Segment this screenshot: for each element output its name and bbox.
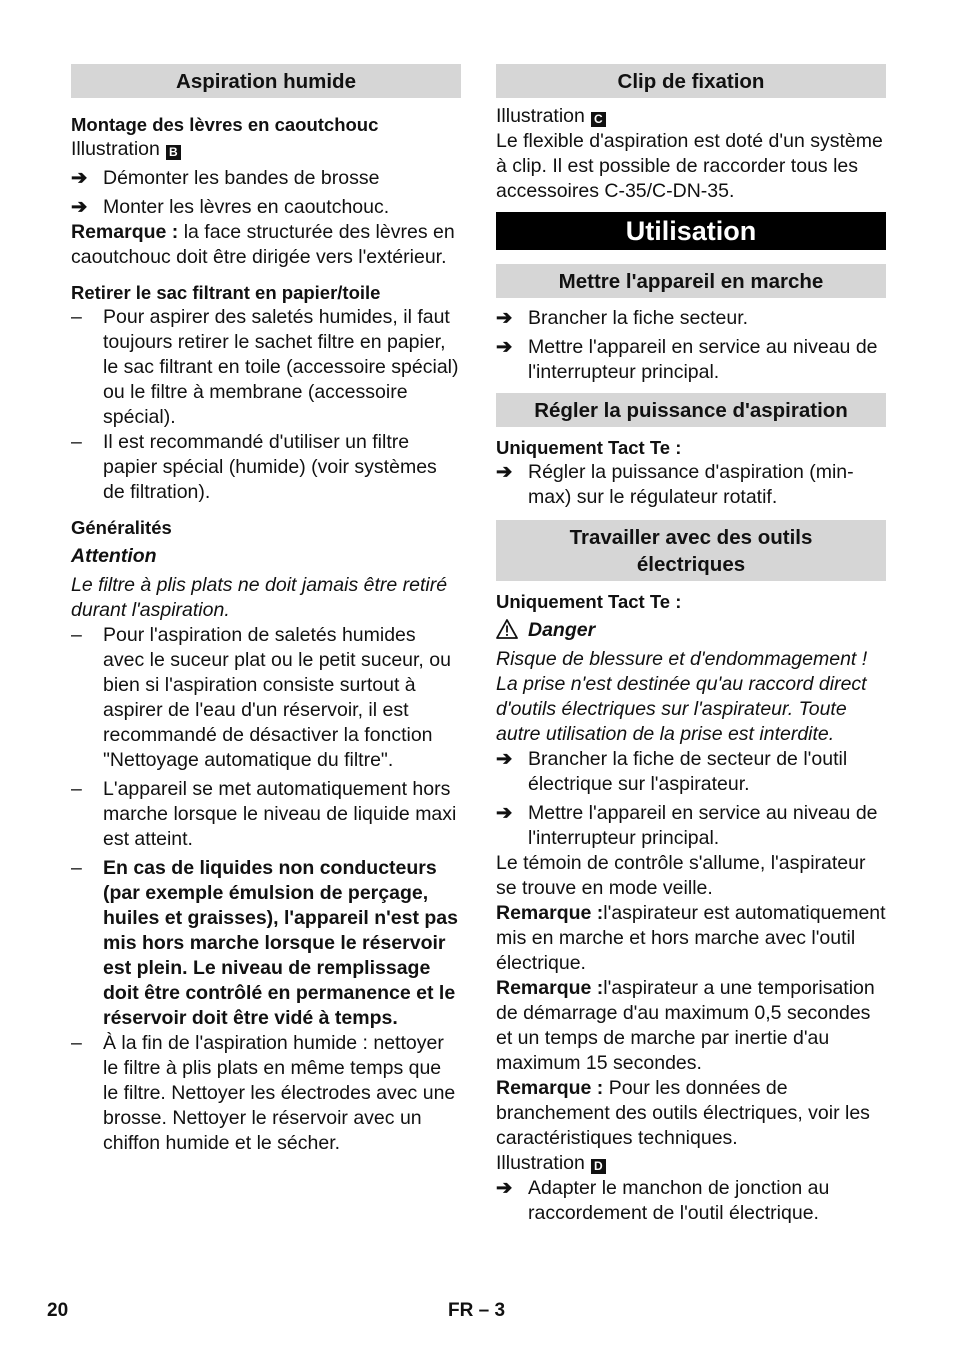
section-title-start: Mettre l'appareil en marche (496, 264, 886, 298)
note-label: Remarque : (496, 1077, 604, 1099)
illustration-label: Illustration (496, 105, 585, 127)
list-text: Pour aspirer des saletés humides, il faut toujours retirer le sachet filtre en papier, le sac filtrant en toile (accessoire spécial) ou le filtre à membrane (accessoire spécial). (103, 306, 459, 428)
chapter-title-utilisation: Utilisation (496, 212, 886, 250)
note-paragraph (496, 976, 886, 1076)
note-text: l'aspirateur est automatiquement mis en marche et hors marche avec l'outil électrique. (496, 902, 886, 974)
arrow-icon: ➔ (496, 802, 513, 824)
danger-label: Danger (528, 619, 596, 641)
danger-text: Risque de blessure et d'endommagement ! La prise n'est destinée qu'au raccord direct d'outils électriques sur l'aspirateur. Toute autre utilisation de la prise est interdite. (496, 648, 868, 745)
note-paragraph (71, 220, 461, 270)
dash-bullet: – (71, 431, 82, 453)
step-item (496, 1176, 886, 1226)
dash-bullet: – (71, 857, 82, 879)
status-text: Le témoin de contrôle s'allume, l'aspirateur se trouve en mode veille. (496, 852, 866, 899)
dash-bullet: – (71, 778, 82, 800)
warning-triangle-icon (496, 619, 518, 639)
dash-bullet: – (71, 1032, 82, 1054)
illustration-ref-d (496, 1151, 886, 1176)
step-item (71, 166, 461, 191)
language-page-label: FR – 3 (448, 1300, 506, 1321)
section-title-line: électriques (636, 553, 746, 576)
illustration-ref-c (496, 104, 886, 129)
step-text: Mettre l'appareil en service au niveau de l'interrupteur principal. (528, 802, 878, 849)
step-item (496, 801, 886, 851)
note-text: la face structurée des lèvres en caoutchouc doit être dirigée vers l'extérieur. (71, 221, 455, 268)
section-title-clip: Clip de fixation (496, 64, 886, 98)
arrow-icon: ➔ (496, 307, 513, 329)
step-item (496, 460, 886, 510)
dash-bullet: – (71, 624, 82, 646)
left-column (71, 64, 461, 1156)
arrow-icon: ➔ (71, 196, 88, 218)
danger-heading (496, 618, 886, 643)
section-title-line: Travailler avec des outils (569, 526, 813, 549)
illustration-b-icon: B (166, 145, 181, 160)
clip-text: Le flexible d'aspiration est doté d'un système à clip. Il est possible de raccorder tous les accessoires C-35/C-DN-35. (496, 130, 883, 202)
section-title-power: Régler la puissance d'aspiration (496, 393, 886, 427)
list-item (71, 856, 461, 1031)
list-item (71, 430, 461, 505)
note-paragraph (496, 1076, 886, 1151)
subheading-tact-te: Uniquement Tact Te : (496, 437, 682, 458)
step-text: Monter les lèvres en caoutchouc. (103, 196, 390, 218)
subheading-tact-te: Uniquement Tact Te : (496, 591, 682, 612)
arrow-icon: ➔ (496, 336, 513, 358)
list-text: À la fin de l'aspiration humide : nettoyer le filtre à plis plats en même temps que le filtre. Nettoyer les électrodes avec une brosse. Nettoyer le réservoir avec un chiffon humide et le sécher. (103, 1032, 456, 1154)
step-item (496, 306, 886, 331)
attention-label: Attention (71, 545, 157, 567)
list-text: L'appareil se met automatiquement hors marche lorsque le niveau de liquide maxi est atteint. (103, 778, 457, 850)
step-text: Brancher la fiche secteur. (528, 307, 749, 329)
illustration-ref-b (71, 137, 461, 162)
right-column (496, 64, 886, 1226)
heading-general: Généralités (71, 517, 172, 538)
note-label: Remarque : (496, 977, 604, 999)
step-item (496, 335, 886, 385)
section-title-power-tools (496, 520, 886, 581)
page-number: 20 (47, 1300, 69, 1321)
note-label: Remarque : (496, 902, 604, 924)
list-item (71, 777, 461, 852)
arrow-icon: ➔ (496, 461, 513, 483)
list-item (71, 623, 461, 773)
list-item (71, 305, 461, 430)
illustration-d-icon: D (591, 1159, 606, 1174)
list-text-bold: En cas de liquides non conducteurs (par exemple émulsion de perçage, huiles et graisses), l'appareil n'est pas mis hors marche lorsque le réservoir est plein. Le niveau de remplissage doit être contrôlé en permanence et le réservoir doit être vidé à temps. (103, 857, 458, 1029)
note-text: l'aspirateur a une temporisation de démarrage d'au maximum 0,5 secondes et un temps de marche par inertie d'au maximum 15 secondes. (496, 977, 875, 1074)
list-text: Pour l'aspiration de saletés humides avec le suceur plat ou le petit suceur, ou bien si l'aspiration consiste surtout à aspirer de l'eau d'un réservoir, il est recommandé de désactiver la fonction "Nettoyage automatique du filtre". (103, 624, 451, 771)
section-title-wet-vacuuming: Aspiration humide (71, 64, 461, 98)
step-text: Brancher la fiche de secteur de l'outil électrique sur l'aspirateur. (528, 748, 848, 795)
illustration-label: Illustration (496, 1152, 585, 1174)
step-item (496, 747, 886, 797)
illustration-label: Illustration (71, 138, 160, 160)
heading-mount-rubber-lips: Montage des lèvres en caoutchouc (71, 114, 379, 135)
step-item (71, 195, 461, 220)
step-text: Mettre l'appareil en service au niveau de l'interrupteur principal. (528, 336, 878, 383)
list-item (71, 1031, 461, 1156)
illustration-c-icon: C (591, 112, 606, 127)
list-text: Il est recommandé d'utiliser un filtre papier spécial (humide) (voir systèmes de filtration). (103, 431, 437, 503)
step-text: Adapter le manchon de jonction au raccordement de l'outil électrique. (528, 1177, 830, 1224)
arrow-icon: ➔ (71, 167, 88, 189)
attention-text: Le filtre à plis plats ne doit jamais être retiré durant l'aspiration. (71, 574, 448, 621)
note-paragraph (496, 901, 886, 976)
note-text: Pour les données de branchement des outils électriques, voir les caractéristiques techniques. (496, 1077, 870, 1149)
step-text: Démonter les bandes de brosse (103, 167, 380, 189)
step-text: Régler la puissance d'aspiration (min-max) sur le régulateur rotatif. (528, 461, 854, 508)
dash-bullet: – (71, 306, 82, 328)
heading-remove-filter-bag: Retirer le sac filtrant en papier/toile (71, 282, 381, 303)
note-label: Remarque : (71, 221, 179, 243)
arrow-icon: ➔ (496, 748, 513, 770)
arrow-icon: ➔ (496, 1177, 513, 1199)
